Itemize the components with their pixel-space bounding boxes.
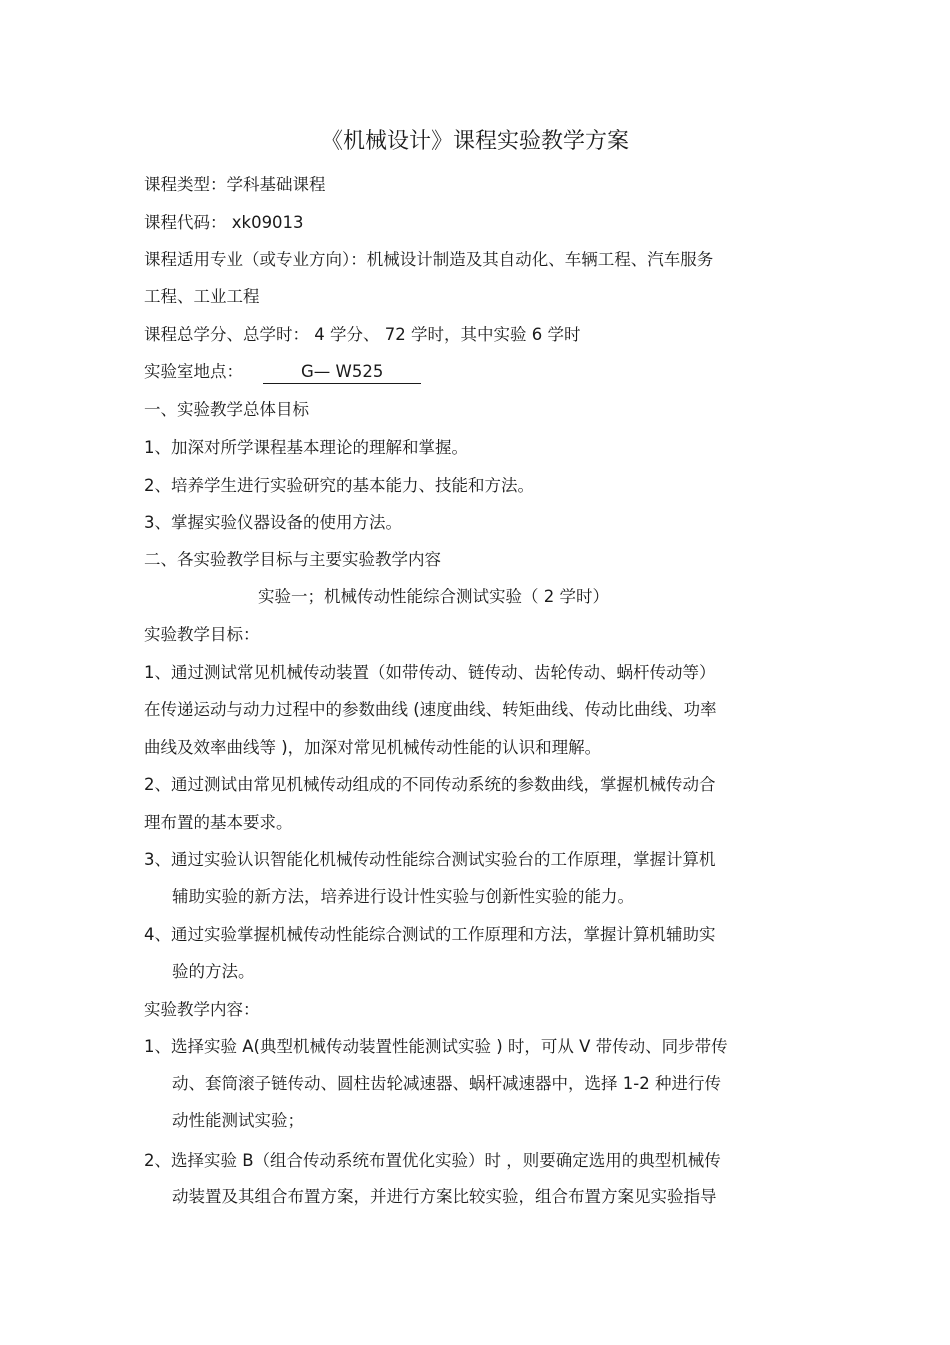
course-type: 课程类型：学科基础课程 [144, 175, 326, 194]
objective-2-line-2: 理布置的基本要求。 [144, 813, 293, 832]
section-heading-1: 一、实验教学总体目标 [144, 400, 309, 419]
page-title: 《机械设计》课程实验教学方案 [320, 129, 629, 154]
goal-2: 2、培养学生进行实验研究的基本能力、技能和方法。 [144, 476, 534, 495]
objectives-heading: 实验教学目标： [144, 625, 260, 644]
content-2-line-2: 动装置及其组合布置方案，并进行方案比较实验，组合布置方案见实验指导 [172, 1187, 717, 1206]
lab-value: G— W525 [263, 361, 421, 384]
objective-1-line-3: 曲线及效率曲线等 )，加深对常见机械传动性能的认识和理解。 [144, 738, 602, 757]
goal-3: 3、掌握实验仪器设备的使用方法。 [144, 513, 402, 532]
section-heading-2: 二、各实验教学目标与主要实验教学内容 [144, 550, 441, 569]
course-code: 课程代码： xk09013 [144, 213, 304, 232]
experiment-1-title: 实验一；机械传动性能综合测试实验（ 2 学时） [258, 587, 609, 606]
lab-location [144, 361, 421, 384]
goal-1: 1、加深对所学课程基本理论的理解和掌握。 [144, 438, 468, 457]
content-1-line-1: 1、选择实验 A(典型机械传动装置性能测试实验 ) 时，可从 V 带传动、同步带传 [144, 1037, 728, 1056]
content-heading: 实验教学内容： [144, 1000, 260, 1019]
major-line-1: 课程适用专业（或专业方向）：机械设计制造及其自动化、车辆工程、汽车服务 [144, 250, 714, 269]
objective-3-line-2: 辅助实验的新方法，培养进行设计性实验与创新性实验的能力。 [172, 887, 634, 906]
content-2-line-1: 2、选择实验 B（组合传动系统布置优化实验）时 ，则要确定选用的典型机械传 [144, 1151, 721, 1170]
objective-2-line-1: 2、通过测试由常见机械传动组成的不同传动系统的参数曲线，掌握机械传动合 [144, 775, 716, 794]
content-1-line-3: 动性能测试实验； [172, 1111, 304, 1130]
objective-3-line-1: 3、通过实验认识智能化机械传动性能综合测试实验台的工作原理，掌握计算机 [144, 850, 716, 869]
credits: 课程总学分、总学时： 4 学分、 72 学时，其中实验 6 学时 [144, 325, 581, 344]
major-line-2: 工程、工业工程 [144, 287, 260, 306]
lab-label: 实验室地点： [144, 362, 243, 381]
objective-1-line-2: 在传递运动与动力过程中的参数曲线 (速度曲线、转矩曲线、传动比曲线、功率 [144, 700, 717, 719]
objective-1-line-1: 1、通过测试常见机械传动装置（如带传动、链传动、齿轮传动、蜗杆传动等） [144, 663, 716, 682]
objective-4-line-2: 验的方法。 [172, 962, 255, 981]
content-1-line-2: 动、套筒滚子链传动、圆柱齿轮减速器、蜗杆减速器中，选择 1-2 种进行传 [172, 1074, 721, 1093]
objective-4-line-1: 4、通过实验掌握机械传动性能综合测试的工作原理和方法，掌握计算机辅助实 [144, 925, 716, 944]
